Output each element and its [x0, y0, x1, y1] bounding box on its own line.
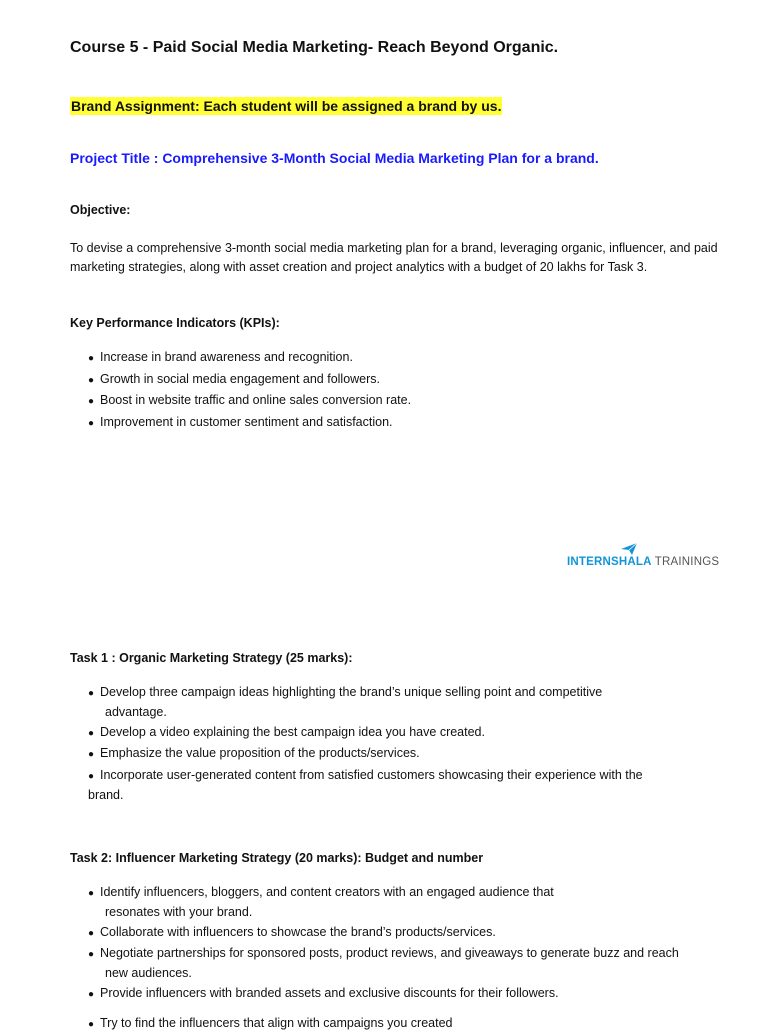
brand-assignment: [70, 98, 502, 114]
task2-list: [88, 883, 698, 1035]
kpi-item: ● Increase in brand awareness and recognition.: [88, 348, 411, 368]
task2-heading: Task 2: Influencer Marketing Strategy (20 marks): Budget and number: [70, 851, 484, 865]
task2-item: ● Negotiate partnerships for sponsored posts, product reviews, and giveaways to generate buzz and reach new audiences.: [88, 944, 698, 982]
task1-heading: Task 1 : Organic Marketing Strategy (25 marks):: [70, 651, 353, 665]
task1-item: ● Incorporate user-generated content from satisfied customers showcasing their experience with the brand.: [88, 766, 643, 804]
task2-item: ● Try to find the influencers that align with campaigns you created: [88, 1014, 698, 1034]
kpi-item: ● Boost in website traffic and online sales conversion rate.: [88, 391, 411, 411]
task1-item: ● Develop a video explaining the best campaign idea you have created.: [88, 723, 658, 743]
brand-assignment-highlight: Brand Assignment: Each student will be assigned a brand by us.: [71, 98, 502, 114]
task1-item: ● Develop three campaign ideas highlighting the brand’s unique selling point and competitive advantage.: [88, 683, 658, 721]
objective-text: To devise a comprehensive 3-month social media marketing plan for a brand, leveraging organic, influencer, and paid marketing strategies, along with asset creation and project analytics with a budget of 20 lakhs for Task 3.: [70, 241, 718, 274]
task1-item: ● Emphasize the value proposition of the products/services.: [88, 744, 658, 764]
logo-part-internshala: INTERNSHALA: [567, 556, 652, 568]
task2-item: ● Provide influencers with branded assets and exclusive discounts for their followers.: [88, 984, 698, 1004]
objective-heading: Objective:: [70, 203, 131, 217]
project-title: Project Title : Comprehensive 3-Month Social Media Marketing Plan for a brand.: [70, 150, 599, 166]
kpi-heading: Key Performance Indicators (KPIs):: [70, 316, 280, 330]
logo-part-trainings: TRAININGS: [651, 556, 720, 568]
kpi-item: ● Improvement in customer sentiment and satisfaction.: [88, 413, 411, 433]
task2-item: ● Identify influencers, bloggers, and content creators with an engaged audience that resonates with your brand.: [88, 883, 605, 921]
internshala-logo: [567, 556, 719, 568]
kpi-item: ● Growth in social media engagement and followers.: [88, 370, 411, 390]
task1-list: [88, 683, 658, 805]
kpi-list: [88, 348, 411, 434]
course-title: Course 5 - Paid Social Media Marketing- Reach Beyond Organic.: [70, 39, 559, 56]
paper-plane-icon: [621, 543, 637, 555]
task2-item: ● Collaborate with influencers to showcase the brand’s products/services.: [88, 923, 698, 943]
